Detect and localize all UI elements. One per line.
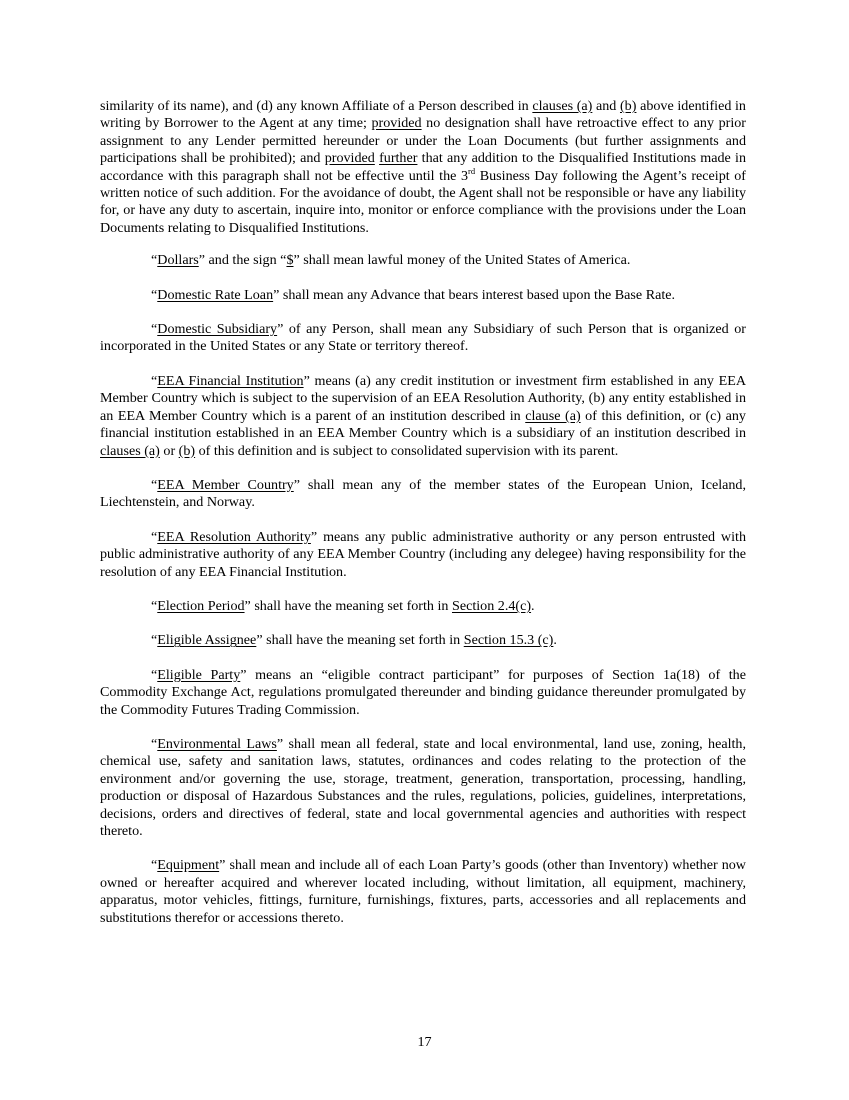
clause-reference: clauses (a) <box>100 442 160 459</box>
disqualified-institutions-continuation <box>100 98 746 237</box>
defined-term: Environmental Laws <box>157 735 277 752</box>
definition-domestic-subsidiary <box>100 321 746 356</box>
quote: “ <box>151 597 158 614</box>
quote: “ <box>151 735 158 752</box>
clause-reference: clause (a) <box>525 407 581 424</box>
definition-eligible-party <box>100 667 746 719</box>
defined-term: EEA Resolution Authority <box>157 528 311 545</box>
text: ” means an “eligible contract participant” for purposes of Section 1a(18) of the Commodity Exchange Act, regulations promulgated thereunder and binding guidance thereunder promulgated by the Commodity Futures Trading Commission. <box>100 666 746 718</box>
ordinal-superscript: rd <box>468 165 476 176</box>
quote: “ <box>151 252 158 269</box>
clause-reference: (b) <box>619 98 637 114</box>
defined-term: Eligible Party <box>157 666 241 683</box>
definition-environmental-laws <box>100 736 746 840</box>
text: ” shall have the meaning set forth in <box>256 632 464 649</box>
text: ” and the sign “ <box>198 252 287 269</box>
text: Business Day following the Agent’s receipt of written notice of such addition. For the avoidance of doubt, the Agent shall not be responsible or have any liability for, or have any duty to ascertain, inquire into, monitor or enforce compliance with the provisions under the Loan Documents relating to Disqualified Institutions. <box>100 167 746 236</box>
definition-dollars <box>100 252 746 269</box>
quote: “ <box>151 857 158 874</box>
proviso-term: further <box>379 150 418 167</box>
clause-reference: clauses (a) <box>532 98 593 114</box>
section-reference: Section 15.3 (c) <box>463 632 554 649</box>
definition-eligible-assignee <box>100 632 746 649</box>
text: similarity of its name), and (d) any known Affiliate of a Person described in <box>100 98 533 114</box>
defined-term: Domestic Subsidiary <box>157 321 278 338</box>
quote: “ <box>151 321 158 338</box>
quote: “ <box>151 528 158 545</box>
text: ” means (a) any credit institution or investment firm established in any EEA Member Country which is subject to the supervision of an EEA Resolution Authority, (b) any entity established in an EEA Member Country which is a parent of an institution described in <box>100 372 747 424</box>
quote: “ <box>151 286 158 303</box>
text: that any addition to the Disqualified Institutions made in accordance with this paragraph shall not be effective until the 3 <box>100 150 747 184</box>
document-page <box>100 98 746 944</box>
definition-domestic-rate-loan <box>100 287 746 304</box>
text: or <box>159 442 179 459</box>
text: . <box>553 632 557 649</box>
defined-term: Eligible Assignee <box>157 632 257 649</box>
definition-eea-resolution-authority <box>100 529 746 581</box>
clause-reference: (b) <box>178 442 196 459</box>
text: of this definition, or (c) any financial institution established in an EEA Member Country which is a subsidiary of an institution described in <box>100 407 746 442</box>
text: ” means any public administrative authority or any person entrusted with public administrative authority of any EEA Member Country (including any delegee) having responsibility for the resolution of any EEA Financial Institution. <box>100 528 746 580</box>
text: above identified in writing by Borrower to the Agent at any time; <box>100 98 746 132</box>
text: of this definition and is subject to consolidated supervision with its parent. <box>195 442 619 459</box>
text: ” shall mean and include all of each Loan Party’s goods (other than Inventory) whether now owned or hereafter acquired and wherever located including, without limitation, all equipment, machinery, apparatus, motor vehicles, fittings, furniture, furnishings, fixtures, parts, accessories and all replacements and substitutions therefor or accessions thereto. <box>100 857 746 926</box>
text: ” of any Person, shall mean any Subsidiary of such Person that is organized or incorporated in the United States or any State or territory thereof. <box>100 321 746 355</box>
quote: “ <box>151 372 158 389</box>
quote: “ <box>151 632 158 649</box>
text: ” shall mean lawful money of the United States of America. <box>293 252 631 269</box>
text: and <box>592 98 620 114</box>
text: ” shall have the meaning set forth in <box>244 597 452 614</box>
definition-equipment <box>100 857 746 927</box>
defined-term: EEA Financial Institution <box>157 372 304 389</box>
proviso-term: provided <box>324 150 375 167</box>
page-number: 17 <box>417 1034 432 1050</box>
definition-eea-member-country <box>100 477 746 512</box>
defined-term: Equipment <box>157 857 220 874</box>
proviso-term: provided <box>371 115 422 132</box>
definition-election-period <box>100 598 746 615</box>
quote: “ <box>151 476 158 493</box>
text: ” shall mean any of the member states of the European Union, Iceland, Liechtenstein, and Norway. <box>100 476 747 511</box>
defined-term: Election Period <box>157 597 245 614</box>
definition-eea-financial-institution <box>100 373 746 460</box>
text: . <box>531 597 535 614</box>
text: ” shall mean all federal, state and local environmental, land use, zoning, health, chemical use, safety and sanitation laws, statutes, ordinances and codes relating to the protection of the environment and/or governing the use, storage, treatment, generation, transportation, processing, handling, production or disposal of Hazardous Substances and the rules, regulations, policies, guidelines, interpretations, decisions, orders and directives of federal, state and local governmental agencies and authorities with respect thereto. <box>100 735 746 839</box>
defined-term: EEA Member Country <box>157 476 294 493</box>
section-reference: Section 2.4(c) <box>451 597 532 614</box>
text: ” shall mean any Advance that bears interest based upon the Base Rate. <box>273 286 676 303</box>
quote: “ <box>151 666 158 683</box>
defined-term: Domestic Rate Loan <box>157 286 274 303</box>
text: no designation shall have retroactive effect to any prior assignment to any Lender permitted hereunder or under the Loan Documents (but further assignments and participations shall be prohibited); and <box>100 115 746 167</box>
defined-term: Dollars <box>157 252 199 269</box>
dollar-sign: $ <box>286 252 294 269</box>
